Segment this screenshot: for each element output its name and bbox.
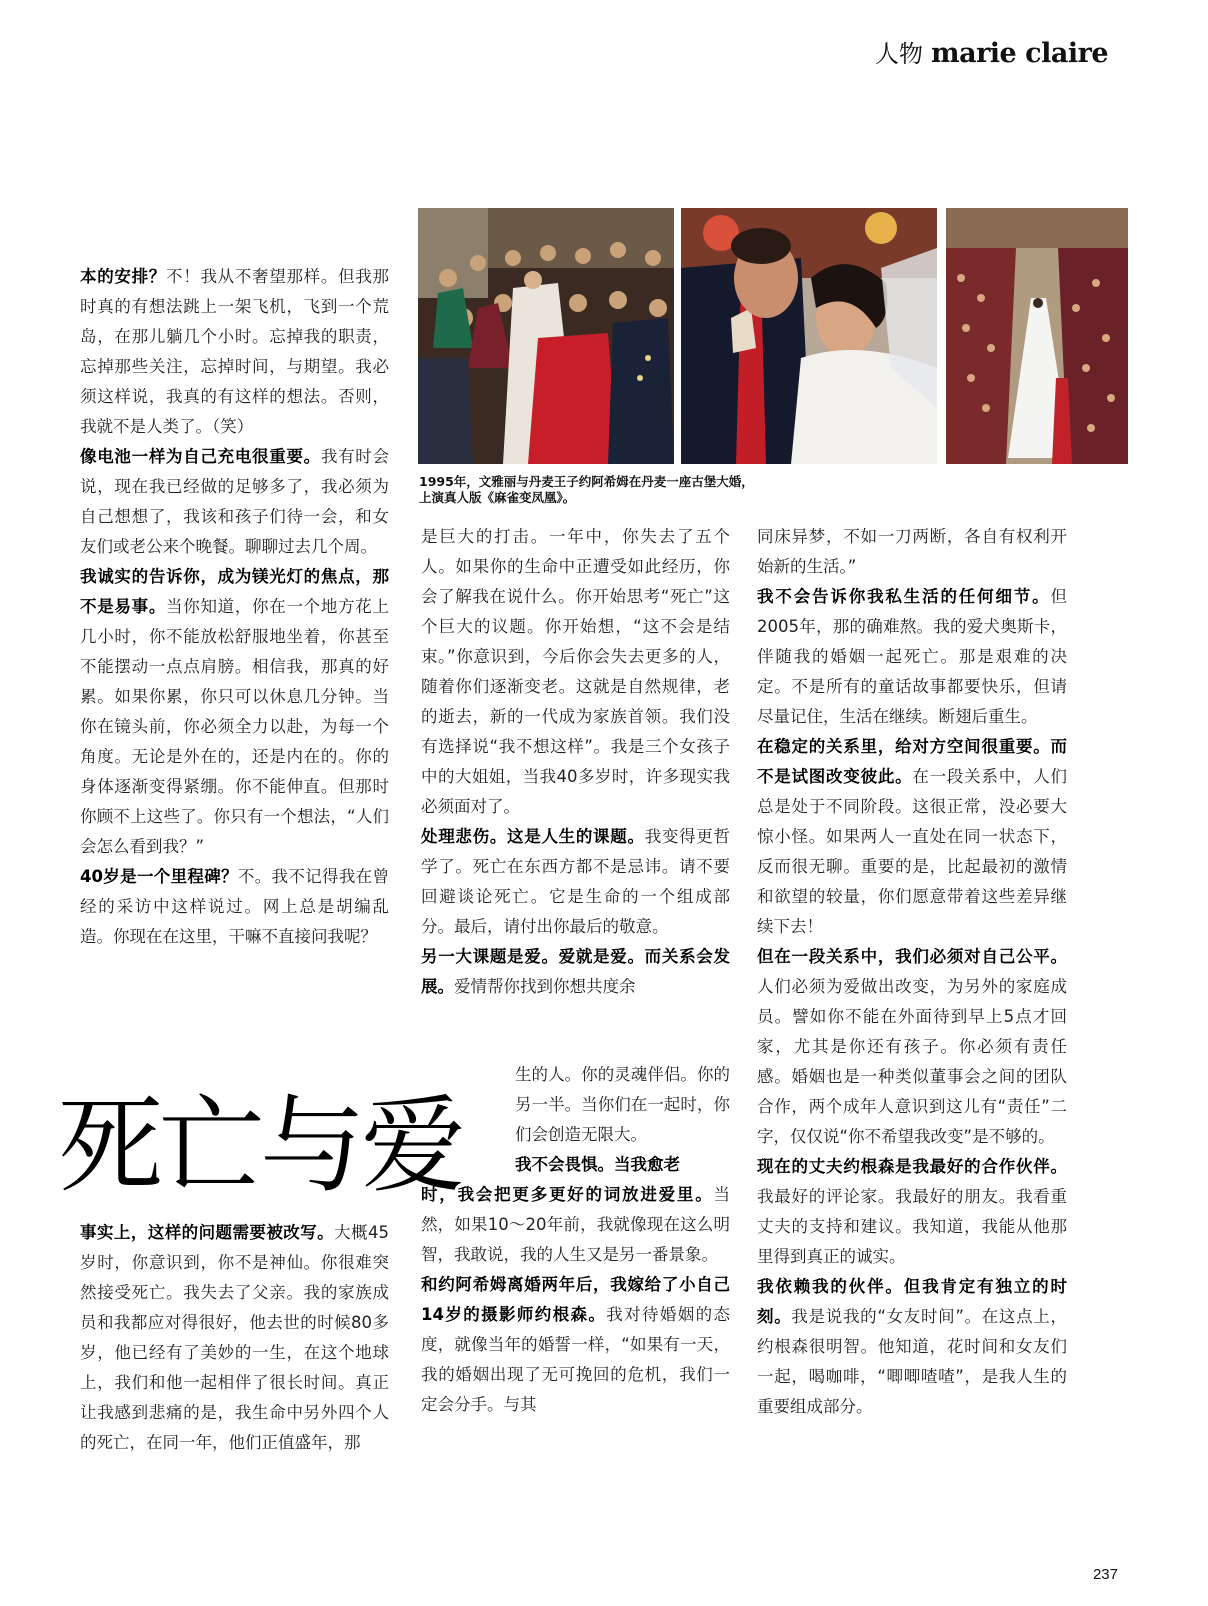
article-column-2-middle [515,1060,730,1180]
article-paragraph [757,1272,1067,1422]
answer-text: 是巨大的打击。一年中，你失去了五个人。如果你的生命中正遭受如此经历，你会了解我在说什么。你开始思考“死亡”这个巨大的议题。你开始想，“这不会是结束。”你意识到，今后你会失去更多的人，随着你们逐渐变老。这就是自然规律，老的逝去，新的一代成为家族首领。我们没有选择说“我不想这样”。我是三个女孩子中的大姐姐，当我40多岁时，许多现实我必须面对了。 [421,527,730,816]
magazine-header [875,34,1108,69]
answer-text: 我最好的评论家。我最好的朋友。我看重丈夫的支持和建议。我知道，我能从他那里得到真正的诚实。 [757,1187,1067,1266]
question-lead: 另一大课题是爱。爱就是爱。而关系会发展。 [421,947,730,996]
question-lead: 我不会告诉你我私生活的任何细节。 [757,587,1051,606]
article-title: 死亡与爱 [58,1085,463,1207]
article-paragraph [421,522,730,822]
article-paragraph [80,442,389,562]
answer-text: 当你知道，你在一个地方花上几小时，你不能放松舒服地坐着，你甚至不能摆动一点点肩膀。相信我，那真的好累。如果你累，你只可以休息几分钟。当你在镜头前，你必须全力以赴，为每一个角度。无论是外在的，还是内在的。你的身体逐渐变得紧绷。你不能伸直。但那时你顾不上这些了。你只有一个想法，“人们会怎么看到我？” [80,597,390,856]
question-lead: 和约阿希姆离婚两年后，我嫁给了小自己14岁的摄影师约根森。 [421,1275,730,1324]
article-paragraph [757,1152,1067,1272]
question-lead: 我依赖我的伙伴。但我肯定有独立的时刻。 [757,1277,1067,1326]
answer-text: 但2005年，那的确难熬。我的爱犬奥斯卡，伴随我的婚姻一起死亡。那是艰难的决定。不是所有的童话故事都要快乐，但请尽量记住，生活在继续。断翅后重生。 [757,587,1067,726]
answer-text: 我是说我的“女友时间”。在这点上，约根森很明智。他知道，花时间和女友们一起，喝咖啡，“唧唧喳喳”，是我人生的重要组成部分。 [757,1307,1068,1416]
article-paragraph [757,732,1067,942]
question-lead: 但在一段关系中，我们必须对自己公平。 [757,947,1067,966]
article-paragraph [421,942,730,1002]
answer-text: 当然，如果10～20年前，我就像现在这么明智，我敢说，我的人生又是另一番景象。 [421,1185,730,1264]
caption-line-1: 1995年，文雅丽与丹麦王子约阿希姆在丹麦一座古堡大婚， [419,474,754,489]
question-lead: 本的安排？ [80,267,167,286]
article-paragraph [80,262,389,442]
article-column-1-top [80,262,389,952]
brand-logo: marie claire [931,38,1108,69]
article-paragraph [80,562,389,862]
article-column-3 [757,522,1067,1422]
answer-text: 爱情帮你找到你想共度余 [454,977,636,996]
question-lead: 40岁是一个里程碑？ [80,867,238,886]
question-lead: 像电池一样为自己充电很重要。 [80,447,321,466]
article-column-1-bottom [80,1218,389,1458]
section-label: 人物 [875,40,924,68]
answer-text: 不！我从不奢望那样。但我那时真的有想法跳上一架飞机，飞到一个荒岛，在那儿躺几个小时。忘掉我的职责，忘掉那些关注，忘掉时间，与期望。我必须这样说，我真的有这样的想法。否则，我就不是人类了。（笑） [80,267,390,436]
royal-wedding-group-photo [418,208,674,464]
article-paragraph [80,1218,389,1458]
answer-text: 人们必须为爱做出改变，为另外的家庭成员。譬如你不能在外面待到早上5点才回家，尤其是你还有孩子。你必须有责任感。婚姻也是一种类似董事会之间的团队合作，两个成年人意识到这儿有“责任”二字，仅仅说“你不希望我改变”是不够的。 [757,977,1067,1146]
question-lead: 在稳定的关系里，给对方空间很重要。而不是试图改变彼此。 [757,737,1067,786]
article-paragraph [757,522,1067,582]
answer-text: 同床异梦，不如一刀两断，各自有权利开始新的生活。” [757,527,1067,576]
article-paragraph [757,942,1067,1152]
article-paragraph [757,582,1067,732]
answer-text: 我有时会说，现在我已经做的足够多了，我必须为自己想想了，我该和孩子们待一会，和女友们或老公来个晚餐。聊聊过去几个周。 [80,447,390,556]
question-lead: 事实上，这样的问题需要被改写。 [80,1223,335,1242]
caption-line-2: 上演真人版《麻雀变凤凰》。 [419,490,576,505]
answer-text: 我变得更哲学了。死亡在东西方都不是忌讳。请不要回避谈论死亡。它是生命的一个组成部分。最后，请付出你最后的敬意。 [421,827,731,936]
photo-caption [419,474,819,506]
question-lead: 我诚实的告诉你，成为镁光灯的焦点，那不是易事。 [80,567,389,616]
answer-text: 不。我不记得我在曾经的采访中这样说过。网上总是胡编乱造。你现在在这里，干嘛不直接问我呢？ [80,867,389,946]
question-lead: 现在的丈夫约根森是我最好的合作伙伴。 [757,1157,1067,1176]
answer-text: 我对待婚姻的态度，就像当年的婚誓一样，“如果有一天，我的婚姻出现了无可挽回的危机，我们一定会分手。与其 [421,1305,730,1414]
article-paragraph [421,1270,730,1420]
page-number: 237 [1092,1566,1118,1583]
question-lead: 处理悲伤。这是人生的课题。 [421,827,645,846]
wedding-embrace-photo [681,208,937,464]
article-column-2-bottom [421,1180,730,1420]
answer-text: 大概45岁时，你意识到，你不是神仙。你很难突然接受死亡。我失去了父亲。我的家族成员和我都应对得很好，他去世的时候80多岁，他已经有了美妙的一生，在这个地球上，我们和他一起相伴了很长时间。真正让我感到悲痛的是，我生命中另外四个人的死亡，在同一年，他们正值盛年，那 [80,1223,390,1452]
article-column-2-top [421,522,730,1002]
article-paragraph [515,1060,730,1150]
answer-text: 在一段关系中，人们总是处于不同阶段。这很正常，没必要大惊小怪。如果两人一直处在同一状态下，反而很无聊。重要的是，比起最初的激情和欲望的较量，你们愿意带着这些差异继续下去！ [757,767,1068,936]
article-paragraph [421,822,730,942]
article-paragraph [80,862,389,952]
article-paragraph [421,1180,730,1270]
question-lead: 我不会畏惧。当我愈老 [515,1155,680,1174]
answer-text: 生的人。你的灵魂伴侣。你的另一半。当你们在一起时，你们会创造无限大。 [515,1065,730,1144]
article-paragraph [515,1150,730,1180]
church-aisle-photo [946,208,1128,464]
question-lead: 时，我会把更多更好的词放进爱里。 [421,1185,714,1204]
